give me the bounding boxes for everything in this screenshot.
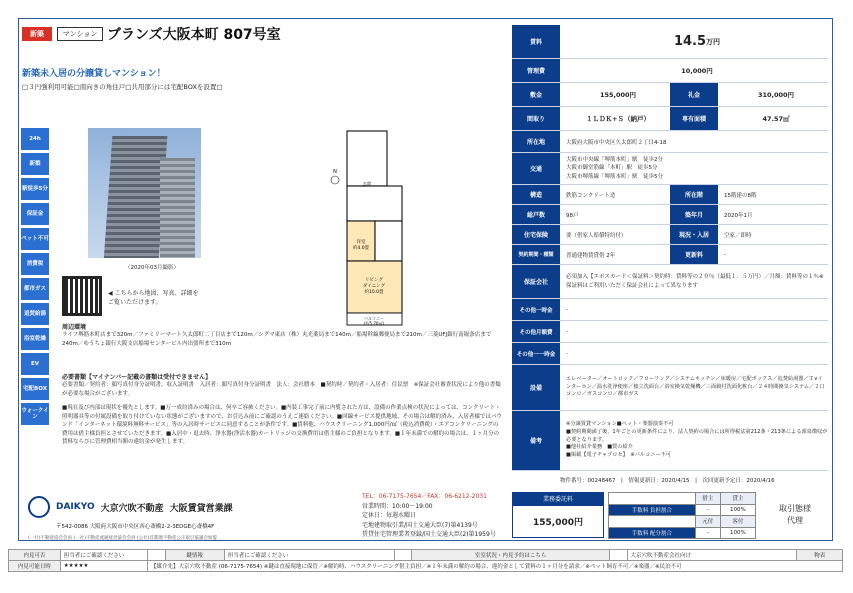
bottom-cell: 大京穴吹不動産会社向け — [627, 550, 797, 561]
mgmt-label: 管理費 — [512, 59, 560, 82]
walk-in-closet-icon: ウォークイン — [21, 403, 49, 425]
balcony-label: バルコニー — [364, 316, 384, 321]
living-label: リビング — [365, 278, 383, 283]
equipment-label: 設備 — [512, 365, 560, 410]
keymoney-label: 礼金 — [670, 83, 718, 106]
catch-copy: 新築未入居の分譲貸しマンション！ — [22, 69, 166, 79]
bathroom-dryer-icon: 浴室乾燥 — [21, 328, 49, 350]
feature-icons — [21, 128, 51, 428]
fee-cell — [609, 493, 696, 505]
built-value: 2020年1月 — [724, 212, 753, 219]
structure-value: 鉄筋コンクリート造 — [566, 192, 616, 199]
svg-text:約4.0畳: 約4.0畳 — [352, 246, 370, 251]
contact-block — [362, 492, 496, 540]
bottom-cell: 【媒介先】大京穴吹不動産 (06-7175-7654) ※鍵は直接現地に保管／※解約時、ハウスクリーニング借主負担／※１年未満の解約の場合、違約金として賃料の１ヶ月分を請求／※ペット飼育不可／※楽器／※民泊不可 — [147, 561, 842, 572]
deposit-icon: 保証金 — [21, 203, 49, 225]
bottom-cell: 鍵情報 — [165, 550, 224, 561]
commission-box: 業務委託料 155,000円 — [512, 492, 604, 538]
fee-cell: - — [695, 504, 720, 516]
gas-icon: 都市ガス — [21, 278, 49, 300]
fee-cell: 100% — [720, 527, 755, 539]
insurance-value: 要（借家人賠償特約付） — [566, 232, 627, 239]
company-block — [28, 496, 233, 541]
no-pet-icon: ペット不可 — [21, 228, 49, 250]
spec-table — [512, 25, 828, 471]
layout-label: 間取り — [512, 107, 560, 130]
svg-text:ダイニング: ダイニング — [362, 284, 386, 289]
units-label: 総戸数 — [512, 205, 560, 224]
insurance-label: 住宅保険 — [512, 225, 560, 244]
bottom-info-table — [8, 549, 843, 572]
floor-label: 所在階 — [670, 185, 718, 204]
walk-station-icon: 駅徒歩5分 — [21, 178, 49, 200]
deposit-label: 敷金 — [512, 83, 560, 106]
tel-fax: TEL：06-7175-7654／FAX：06-6212-2031 — [362, 493, 487, 500]
movein-value: 空家／即時 — [724, 232, 752, 239]
property-type-badge: マンション — [57, 27, 103, 41]
registration-1: 宅地建物取引業/国土交通大臣(7)第4139号 — [362, 521, 478, 529]
structure-label: 構造 — [512, 185, 560, 204]
other3-label: その他一一時金 — [512, 343, 560, 364]
new-build-icon: 新築 — [21, 153, 49, 175]
contract-label: 契約期間・種類 — [512, 245, 560, 264]
bottom-cell: 物表 — [797, 550, 843, 561]
delivery-box-icon: 宅配BOX — [21, 378, 49, 400]
bottom-cell: 内見可否 — [9, 550, 61, 561]
update-info: 物件番号：00248467 | 情報更新日：2020/4/15 | 次回更新予定日：2020/4/16 — [560, 478, 775, 484]
bottom-cell: 室室状況・内見予約はこちら — [412, 550, 610, 561]
bottom-cell: 内見可能日時 — [9, 561, 61, 572]
selling-points: □３円強利用可能□南向きの角住戸□共用部分には宅配BOXを設置□ — [22, 83, 223, 91]
fee-cell — [609, 516, 696, 528]
building-photo — [88, 128, 201, 258]
bottom-cell: ★★★★★ — [60, 561, 147, 572]
area-value: 47.57㎡ — [762, 115, 790, 123]
bottom-cell: 担当者にご確認ください — [60, 550, 147, 561]
business-hours: 営業時間：10:00～19:00 — [362, 502, 433, 510]
env-text: ライフ堺筋本町店まで320m／ファミリーマート久太郎町二丁目店まで120m／シグマ東店（株）丸光薬局まで140m／船場幹線郵便局まで210m／三菱UFJ銀行南堀条店まで240m／ゆうちょ銀行大阪支店船場センタービル内出張所まで310m — [62, 332, 492, 347]
mgmt-value: 10,000円 — [681, 67, 713, 75]
fee-cell: 手数料 負担割合 — [609, 504, 696, 516]
entrance-label: 玄関 — [363, 181, 371, 186]
other3-value: - — [566, 350, 568, 357]
renew-label: 更新料 — [670, 245, 718, 264]
address-label: 所在地 — [512, 131, 560, 152]
company-address: 〒542-0086 大阪府大阪市中央区西心斎橋2-2-3EDGE心斎橋4F — [56, 524, 215, 530]
fee-cell: 貸主 — [720, 493, 755, 505]
movein-label: 現況・入居 — [670, 225, 718, 244]
fee-cell: 借主 — [695, 493, 720, 505]
contract-value: 普通建物賃貸借 2年 — [566, 252, 616, 259]
fee-cell: 元付 — [695, 516, 720, 528]
guarantee-value: 必須加入【エポスカード＜保証料＞契約時：賃料等の２０％（最低１．５万円）／月額：賃料等の１％※保証料はご利用いただく保証会社によって異なります — [566, 274, 824, 289]
reheat-bath-icon: 追焚給湯 — [21, 303, 49, 325]
company-logo-icon — [28, 496, 50, 518]
fee-cell: 手数料 配分割合 — [609, 527, 696, 539]
rent-label: 賃料 — [512, 25, 560, 58]
rent-value: 14.5 万円 — [673, 34, 721, 49]
svg-text:約10.0畳: 約10.0畳 — [364, 290, 384, 295]
area-label: 専有面積 — [670, 107, 718, 130]
notes-text2: ■現在及び内部は現状を優先とします。■万一成約済みの場合は、何卒ご容赦ください。■内装工事完了前に内覧された方は、設備の作業点検の状況によっては、コンクリート・照明器具等の付属設備を取り付けていない状態がございますので、お引込み前にご確認のうえご連絡ください。■回線サービス提供地域、その場合は解約済み、入居者様ではバウンド「インターネット環境料無料サービス」等の入居時サービスに同意することが条件です。■賃料他、ハウスクリーニング1,000円/㎡（税込消費税）・エアコンクリーニングの費用は借主様負担とさせていただきます。■入居中・退去時、浄水器(浄活水器)カートリッジの交換費用は借主様のご負担となります。■１年未満での解約の場合は、１ヶ月分の賃料ならびに管理費相当額の違約金が発生します。 — [62, 405, 502, 446]
elevator-icon: EV — [21, 353, 49, 375]
qr-text: ◀ こちらから地図、写真、詳細を ご覧いただけます。 — [108, 290, 199, 306]
env-heading: 周辺環境 — [62, 324, 87, 331]
24h-support-icon: 24h — [21, 128, 49, 150]
notes-text1: 必要書類／契約者：顔写真付身分証明書、収入証明書 入居者：顔写真付身分証明書 法人：会社謄本 ■契約時／契約者・入居者：住民票 ※保証会社審査状況により他の書類が必要な場合がございます。 — [62, 382, 501, 397]
bottom-cell — [147, 550, 165, 561]
other2-label: その他月額費 — [512, 321, 560, 342]
address-value: 大阪府大阪市中央区久太郎町２丁目4-18 — [566, 139, 667, 146]
svg-text:(約5.70㎡): (約5.70㎡) — [363, 321, 385, 326]
registration-2: 賃貸住宅管理業者登録/国土交通大臣(2)第1959号 — [362, 531, 496, 539]
bottom-cell: 担当者にご確認ください — [224, 550, 394, 561]
company-name: 大京穴吹不動産 — [100, 503, 164, 514]
fee-ratio-table — [608, 492, 756, 539]
transport-label: 交通 — [512, 153, 560, 184]
guarantee-label: 保証会社 — [512, 265, 560, 298]
other1-label: その他一時金 — [512, 299, 560, 320]
equipment-value: エレベーター／オートロック／フローリング／システムキッチン／床暖房／宅配ボックス／追焚給湯器／Ｔ∨インターホン／温水洗浄便座／独立洗面台／浴室換気乾燥機／三面鏡付洗面化粧台／２４時間換気システム／２口コンロ／ガスコンロ／都市ガス — [566, 375, 825, 398]
deposit-value: 155,000円 — [599, 91, 637, 99]
room1-label: 洋室 — [356, 240, 366, 245]
units-value: 98戸 — [566, 212, 579, 219]
bottom-cell — [394, 550, 412, 561]
tax-icon: 消費税 — [21, 253, 49, 275]
floor-plan — [325, 125, 405, 330]
new-badge: 新築 — [22, 27, 52, 41]
qr-code[interactable] — [62, 276, 102, 316]
renew-value: - — [724, 251, 726, 258]
keymoney-value: 310,000円 — [757, 91, 795, 99]
built-label: 築年月 — [670, 205, 718, 224]
svg-text:N: N — [333, 169, 337, 175]
layout-value: １ＬＤＫ+Ｓ（納戸） — [586, 115, 650, 123]
company-license: (一社)不動産協会会員 (一社)不動産流通経営協会会員 (公社)首都圏不動産公正取引協議会加盟 — [28, 536, 217, 541]
transaction-type: 取引態様 代理 — [779, 504, 811, 525]
remarks-label: 備考 — [512, 411, 560, 470]
brand-name: DAIKYO — [56, 502, 95, 512]
other1-value: - — [566, 306, 568, 313]
transport-value: 大阪市中央線「堺筋本町」駅 徒歩2分 大阪市御堂筋線「本町」駅 徒歩5分 大阪市堺筋線「堺筋本町」駅 徒歩5分 — [566, 157, 664, 180]
fee-cell: 100% — [720, 504, 755, 516]
remarks-value: ※分譲賃貸マンション■ペット・楽器演奏不可 ■契約期間満了後、1年ごとの更新条件により、法人契約の場合には所得税法第212条・213条による源泉徴収が必要となります。 ■他社紹介業務 ■質の紹介 ■掲載【電子チャプロセ】 ※バルコニー不可 — [566, 421, 828, 459]
floor-value: 15階建の8階 — [724, 192, 757, 199]
division-name: 大阪賃貸営業課 — [169, 503, 233, 514]
property-title: ブランズ大阪本町 807号室 — [107, 27, 281, 43]
holiday: 定休日：毎週水曜日 — [362, 512, 417, 520]
notes-heading: 必要書類【マイナンバー記載の書類は受付できません】 — [62, 374, 212, 381]
bottom-cell — [609, 550, 627, 561]
photo-caption: （2020年03月撮影） — [125, 265, 179, 271]
fee-cell: - — [695, 527, 720, 539]
other2-value: - — [566, 328, 568, 335]
fee-cell: 客付 — [720, 516, 755, 528]
